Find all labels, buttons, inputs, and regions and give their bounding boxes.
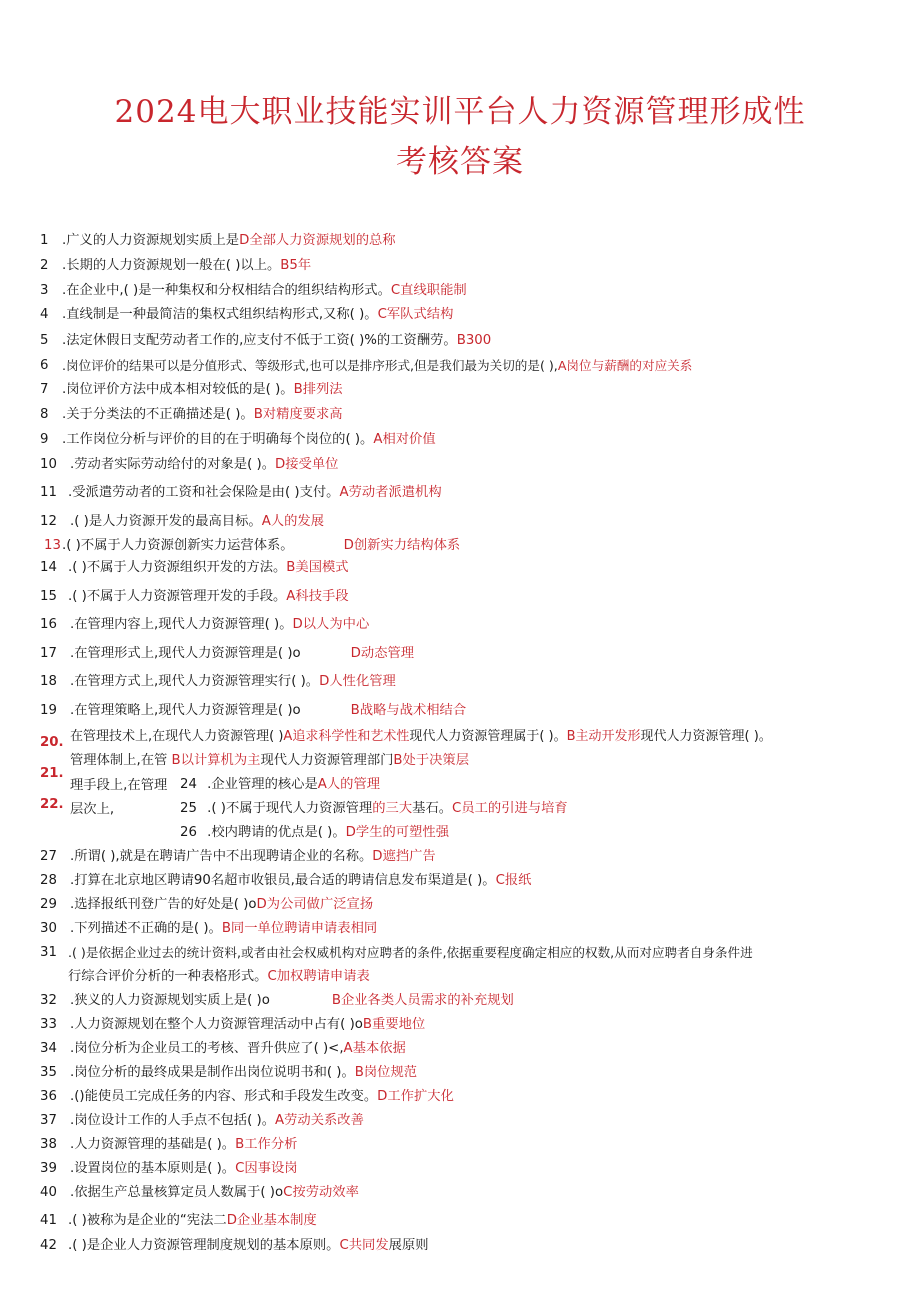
answer-text: A基本依据 xyxy=(343,1041,406,1056)
item-number: 40 xyxy=(40,1185,57,1200)
answer-text: A人的发展 xyxy=(261,514,324,529)
item-number: 36 xyxy=(40,1089,57,1104)
list-item xyxy=(180,824,449,842)
item-number: 11 xyxy=(40,485,57,500)
answer-text: D人性化管理 xyxy=(319,674,396,689)
question-text: .在企业中,( )是一种集权和分权相结合的组织结构形式。 xyxy=(62,283,391,298)
question-text: .在管理方式上,现代人力资源管理实行( )。 xyxy=(70,674,320,689)
question-text: .劳动者实际劳动给付的对象是( )。 xyxy=(70,457,275,472)
answer-text: D以人为中心 xyxy=(292,617,370,632)
item-number: 18 xyxy=(40,674,57,689)
item-number: 41 xyxy=(40,1213,57,1228)
answer-text: D创新实力结构体系 xyxy=(343,538,461,553)
question-text: .岗位设计工作的人手点不包括( )。 xyxy=(70,1113,275,1128)
question-text: .( )是人力资源开发的最高目标。 xyxy=(70,514,262,529)
question-text: .( )不属于人力资源组织开发的方法。 xyxy=(68,560,287,575)
item-number: 20. xyxy=(40,735,64,750)
item-number: 34 xyxy=(40,1041,57,1056)
question-text: .( )是企业人力资源管理制度规划的基本原则。 xyxy=(68,1238,340,1253)
question-text: .人力资源管理的基础是( )。 xyxy=(70,1137,236,1152)
item-number: 29 xyxy=(40,897,57,912)
item-number: 35 xyxy=(40,1065,57,1080)
answer-text: A劳动者派遣机构 xyxy=(339,485,442,500)
question-text: .( )不属于人力资源管理开发的手段。 xyxy=(68,589,287,604)
item-number: 22. xyxy=(40,797,64,812)
merged-line-3 xyxy=(70,777,167,795)
question-text: .企业管理的核心是 xyxy=(207,777,318,792)
merged-line-4 xyxy=(70,801,114,819)
question-text: .在管理策略上,现代人力资源管理是( )o xyxy=(70,703,301,718)
answer-text: A相对价值 xyxy=(373,432,436,447)
item-number: 9 xyxy=(40,432,49,447)
document-title-line1: 2024电大职业技能实训平台人力资源管理形成性 xyxy=(114,94,806,130)
answer-text: D企业基本制度 xyxy=(226,1213,317,1228)
merged-line-2 xyxy=(70,752,469,770)
answer-text: B企业各类人员需求的补充规划 xyxy=(331,993,514,1008)
question-text: .( )被称为是企业的“宪法二 xyxy=(68,1213,227,1228)
item-number: 8 xyxy=(40,407,49,422)
answer-text: D工作扩大化 xyxy=(377,1089,454,1104)
answer-text: B以计算机为主 xyxy=(171,753,261,768)
answer-text: B处于决策层 xyxy=(393,753,470,768)
question-text: .岗位评价方法中成本相对较低的是( )。 xyxy=(62,382,294,397)
item-number: 24 xyxy=(180,777,197,792)
item-number: 14 xyxy=(40,560,57,575)
question-text: .关于分类法的不正确描述是( )。 xyxy=(62,407,254,422)
item-number: 3 xyxy=(40,283,49,298)
question-text: .下列描述不正确的是( )。 xyxy=(70,921,222,936)
question-text: .( )不属于人力资源创新实力运营体系。 xyxy=(62,538,294,553)
item-number: 4 xyxy=(40,307,49,322)
question-text: .长期的人力资源规划一般在( )以上。 xyxy=(62,258,281,273)
question-text: 理手段上,在管理 xyxy=(70,778,168,793)
item-number: 32 xyxy=(40,993,57,1008)
answer-text: A科技手段 xyxy=(286,589,349,604)
question-text: .( )是依据企业过去的统计资料,或者由社会权威机构对应聘者的条件,依据重要程度确定相应的权数,从而对应聘者自身条件进 xyxy=(68,945,753,960)
answer-text: B对精度要求高 xyxy=(253,407,343,422)
answer-text: A追求科学性和艺术性 xyxy=(283,729,410,744)
answer-text: D为公司做广泛宣扬 xyxy=(256,897,374,912)
question-text: .()能使员工完成任务的内容、形式和手段发生改变。 xyxy=(70,1089,378,1104)
item-number: 19 xyxy=(40,703,57,718)
answer-text: B工作分析 xyxy=(235,1137,298,1152)
answer-text: B同一单位聘请申请表相同 xyxy=(221,921,378,936)
item-number: 7 xyxy=(40,382,49,397)
list-item xyxy=(180,800,568,818)
item-number: 17 xyxy=(40,646,57,661)
answer-text: D学生的可塑性强 xyxy=(345,825,449,840)
question-text: 在管理技术上,在现代人力资源管理( ) xyxy=(70,729,284,744)
answer-text: D动态管理 xyxy=(350,646,415,661)
answer-text: C加权聘请申请表 xyxy=(267,969,370,984)
question-text: .人力资源规划在整个人力资源管理活动中占有( )o xyxy=(70,1017,363,1032)
question-text: 行综合评价分析的一种表格形式。 xyxy=(68,969,268,984)
item-number: 12 xyxy=(40,514,57,529)
question-text: .广义的人力资源规划实质上是 xyxy=(62,233,240,248)
question-text: 基石。 xyxy=(412,801,453,816)
question-text: .直线制是一种最简洁的集权式组织结构形式,又称( )。 xyxy=(62,307,378,322)
answer-text: D全部人力资源规划的总称 xyxy=(239,233,396,248)
question-text: 现代人力资源管理( )。 xyxy=(640,729,772,744)
answer-fragment: 的三大 xyxy=(372,801,413,816)
item-number: 33 xyxy=(40,1017,57,1032)
answer-text: C军队式结构 xyxy=(377,307,454,322)
item-number: 28 xyxy=(40,873,57,888)
question-text: 层次上, xyxy=(70,802,115,817)
question-text: .在管理内容上,现代人力资源管理( )。 xyxy=(70,617,293,632)
question-text: .选择报纸刊登广告的好处是( )o xyxy=(70,897,257,912)
item-number: 39 xyxy=(40,1161,57,1176)
answer-text: B美国模式 xyxy=(286,560,349,575)
question-text: 管理体制上,在管 xyxy=(70,753,168,768)
answer-text: D接受单位 xyxy=(275,457,339,472)
item-number: 31 xyxy=(40,945,57,960)
question-text: .打算在北京地区聘请90名超市收银员,最合适的聘请信息发布渠道是( )。 xyxy=(70,873,496,888)
item-number: 30 xyxy=(40,921,57,936)
item-number: 13 xyxy=(44,538,61,553)
question-text: .设置岗位的基本原则是( )。 xyxy=(70,1161,236,1176)
answer-text: B5年 xyxy=(280,258,312,273)
item-number: 16 xyxy=(40,617,57,632)
item-number: 2 xyxy=(40,258,49,273)
answer-text: C因事设岗 xyxy=(235,1161,298,1176)
answer-tail: 展原则 xyxy=(388,1238,429,1253)
question-text: .依据生产总量核算定员人数属于( )o xyxy=(70,1185,284,1200)
item-number: 26 xyxy=(180,825,197,840)
answer-text: B排列法 xyxy=(293,382,343,397)
answer-text: B岗位规范 xyxy=(354,1065,418,1080)
question-text: .在管理形式上,现代人力资源管理是( )o xyxy=(70,646,301,661)
answer-text: C员工的引进与培育 xyxy=(452,801,568,816)
item-number: 1 xyxy=(40,233,49,248)
item-number: 6 xyxy=(40,358,49,373)
item-number: 38 xyxy=(40,1137,57,1152)
question-text: .校内聘请的优点是( )。 xyxy=(207,825,346,840)
question-text: 现代人力资源管理属于( )。 xyxy=(409,729,567,744)
question-text: .法定休假日支配劳动者工作的,应支付不低于工资( )%的工资酬劳。 xyxy=(62,333,457,348)
question-text: .狭义的人力资源规划实质上是( )o xyxy=(70,993,270,1008)
item-number: 10 xyxy=(40,457,57,472)
question-text: .所谓( ),就是在聘请广告中不出现聘请企业的名称。 xyxy=(70,849,373,864)
answer-text: B300 xyxy=(456,333,492,348)
item-number: 42 xyxy=(40,1238,57,1253)
answer-text: C直线职能制 xyxy=(390,283,467,298)
item-number: 5 xyxy=(40,333,49,348)
question-text: 现代人力资源管理部门 xyxy=(260,753,394,768)
question-text: .受派遣劳动者的工资和社会保险是由( )支付。 xyxy=(68,485,340,500)
answer-text: A劳动关系改善 xyxy=(275,1113,364,1128)
item-number: 25 xyxy=(180,801,197,816)
question-text: .岗位分析为企业员工的考核、晋升供应了( )<, xyxy=(70,1041,344,1056)
answer-text: D遮挡广告 xyxy=(372,849,436,864)
question-text: .工作岗位分析与评价的目的在于明确每个岗位的( )。 xyxy=(62,432,374,447)
merged-line-1 xyxy=(70,728,772,746)
item-number: 15 xyxy=(40,589,57,604)
answer-text: C报纸 xyxy=(495,873,532,888)
answer-text: B战略与战术相结合 xyxy=(350,703,467,718)
answer-text: A岗位与薪酬的对应关系 xyxy=(557,358,693,373)
question-text: .( )不属于现代人力资源管理 xyxy=(207,801,373,816)
answer-text: A人的管理 xyxy=(317,777,381,792)
question-text: .岗位评价的结果可以是分值形式、等级形式,也可以是排序形式,但是我们最为关切的是( ), xyxy=(62,358,558,373)
list-item xyxy=(180,776,380,794)
item-number: 37 xyxy=(40,1113,57,1128)
document-title-line2: 考核答案 xyxy=(396,144,524,180)
item-number: 21. xyxy=(40,766,64,781)
item-number: 27 xyxy=(40,849,57,864)
question-text: .岗位分析的最终成果是制作出岗位说明书和( )。 xyxy=(70,1065,355,1080)
answer-text: C共同发 xyxy=(339,1238,389,1253)
answer-text: B重要地位 xyxy=(362,1017,426,1032)
answer-text: C按劳动效率 xyxy=(283,1185,359,1200)
answer-text: B主动开发形 xyxy=(566,729,641,744)
